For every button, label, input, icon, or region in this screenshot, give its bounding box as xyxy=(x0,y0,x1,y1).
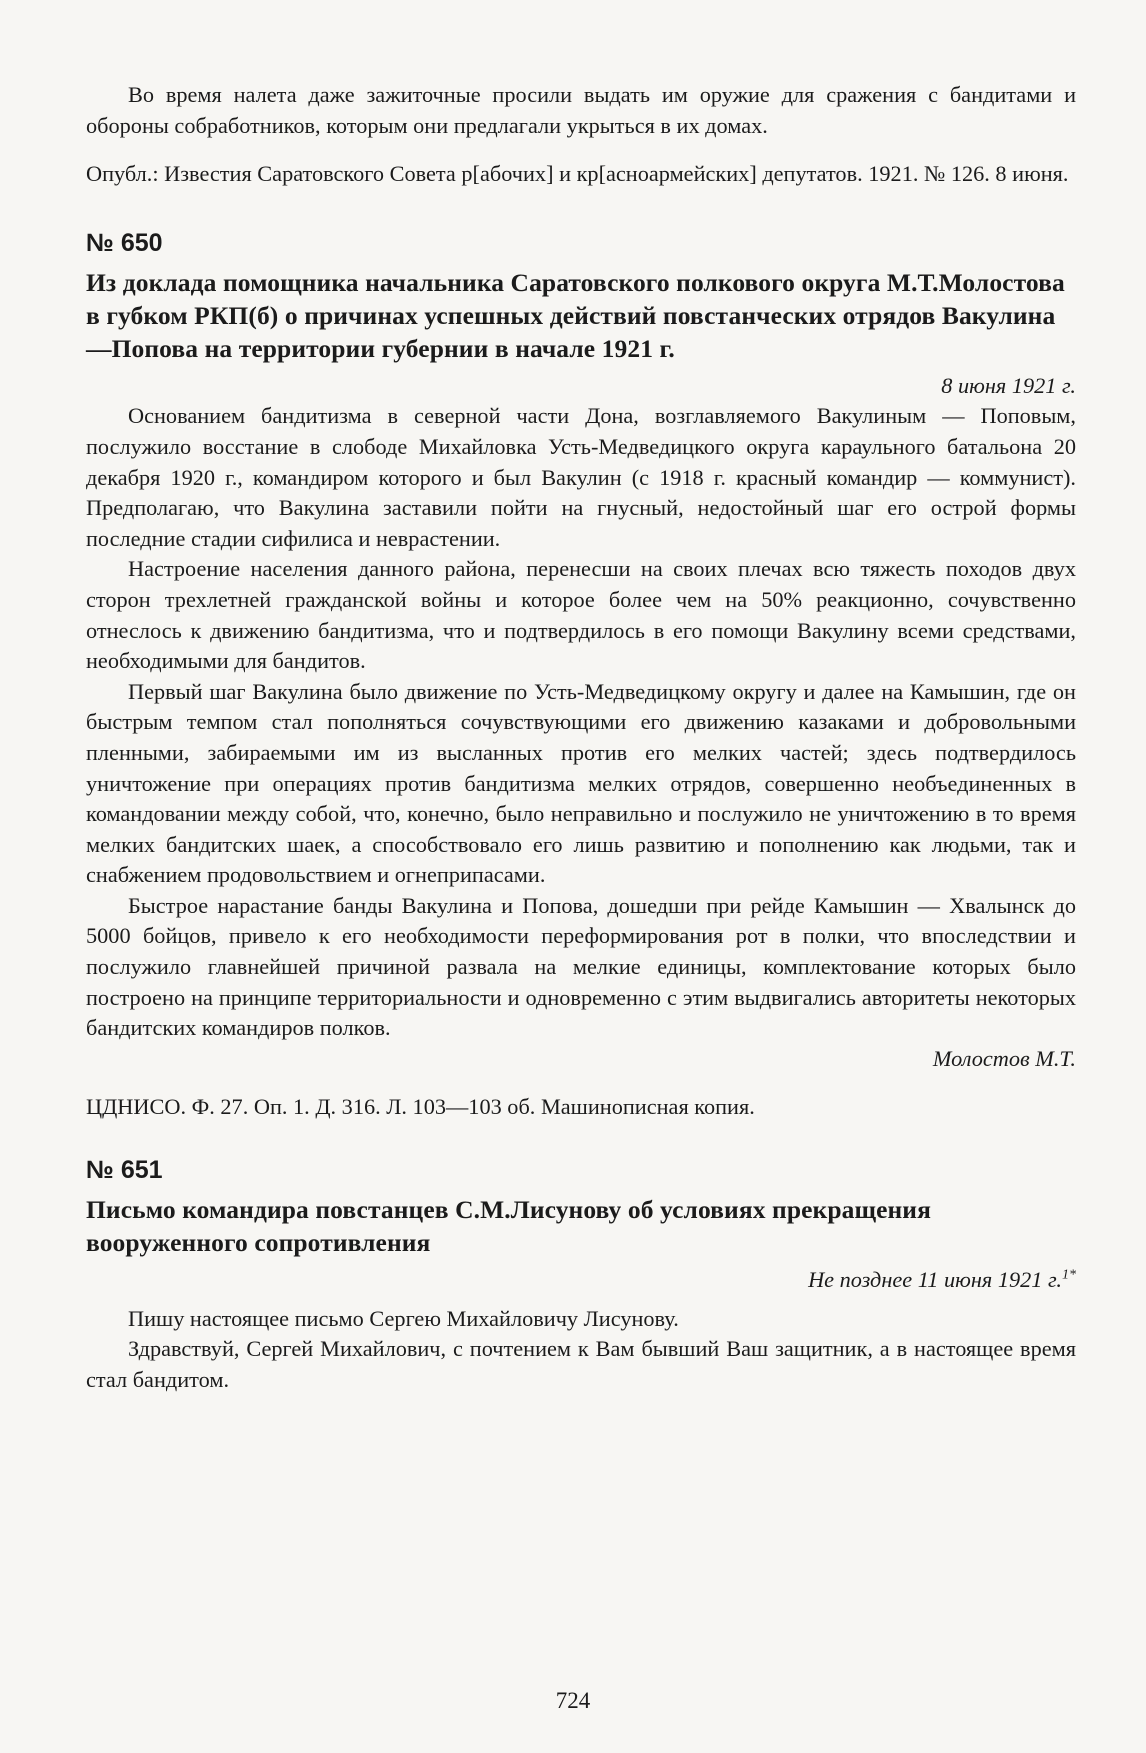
document-paragraph: Первый шаг Вакулина было движение по Усть-Медведицкому округу и далее на Камышин, где он быстрым темпом стал пополняться сочувствующими его движению казаками и добровольными пленными, забираемыми им из высланных против его мелких частей; здесь подтвердилось уничтожение при операциях против бандитизма мелких отрядов, совершенно необъединенных в командовании между собой, что, конечно, было неправильно и послужило не уничтожению в то время мелких бандитских шаек, а способствовало его лишь развитию и пополнению как людьми, так и снабжением продовольствием и огнеприпасами. xyxy=(86,678,1076,888)
intro-paragraph: Во время налета даже зажиточные просили выдать им оружие для сражения с бандитами и обороны собработников, которым они предлагали укрыться в их домах. xyxy=(86,82,1076,138)
archive-source-note: ЦДНИСО. Ф. 27. Оп. 1. Д. 316. Л. 103—103 об. Машинописная копия. xyxy=(86,1094,755,1120)
document-title: Письмо командира повстанцев С.М.Лисунову об условиях прекращения вооруженного сопротивления xyxy=(86,1195,931,1258)
footnote-mark: 1* xyxy=(1062,1267,1076,1283)
page-number: 724 xyxy=(555,1688,591,1713)
document-date: 8 июня 1921 г. xyxy=(941,372,1076,398)
document-title: Из доклада помощника начальника Саратовского полкового округа М.Т.Молостова в губком РКП(б) о причинах успешных действий повстанческих отрядов Вакулина—Попова на территории губернии в начале 1921 г. xyxy=(86,267,1065,363)
page-content xyxy=(86,80,1076,1395)
document-number: № 650 xyxy=(86,228,163,257)
document-paragraph: Основанием бандитизма в северной части Дона, возглавляемого Вакулиным — Поповым, послужило восстание в слободе Михайловка Усть-Медведицкого округа караульного батальона 20 декабря 1920 г., командиром которого и был Вакулин (с 1918 г. красный командир — коммунист). Предполагаю, что Вакулина заставили пойти на гнусный, недостойный шаг его острой формы последние стадии сифилиса и неврастении. xyxy=(86,403,1076,551)
document-number: № 651 xyxy=(86,1156,163,1185)
document-651 xyxy=(86,1153,1076,1395)
document-date xyxy=(86,1265,1076,1296)
document-paragraph: Настроение населения данного района, перенесши на своих плечах всю тяжесть походов двух сторон трехлетней гражданской войны и которое более чем на 50% реакционно, сочувственно отнеслось к движению бандитизма, что и подтвердилось в его помощи Вакулину всеми средствами, необходимыми для бандитов. xyxy=(86,556,1076,674)
intro-source-note: Опубл.: Известия Саратовского Совета р[абочих] и кр[асноармейских] депутатов. 1921. № 126. 8 июня. xyxy=(86,161,1069,187)
document-650 xyxy=(86,226,1076,1123)
document-date-text: Не позднее 11 июня 1921 г. xyxy=(808,1267,1062,1293)
document-paragraph: Быстрое нарастание банды Вакулина и Попова, дошедши при рейде Камышин — Хвалынск до 5000 бойцов, привело к его необходимости переформирования рот в полки, что впоследствии и послужило главнейшей причиной развала на мелкие единицы, комплектование которых было построено на принципе территориальности и одновременно с этим выдвигались авторитеты некоторых бандитских командиров полков. xyxy=(86,892,1076,1041)
document-paragraph: Пишу настоящее письмо Сергею Михайловичу Лисунову. xyxy=(128,1305,679,1331)
document-paragraph: Здравствуй, Сергей Михайлович, с почтением к Вам бывший Ваш защитник, а в настоящее время стал бандитом. xyxy=(86,1336,1076,1392)
document-signature: Молостов М.Т. xyxy=(932,1045,1076,1071)
